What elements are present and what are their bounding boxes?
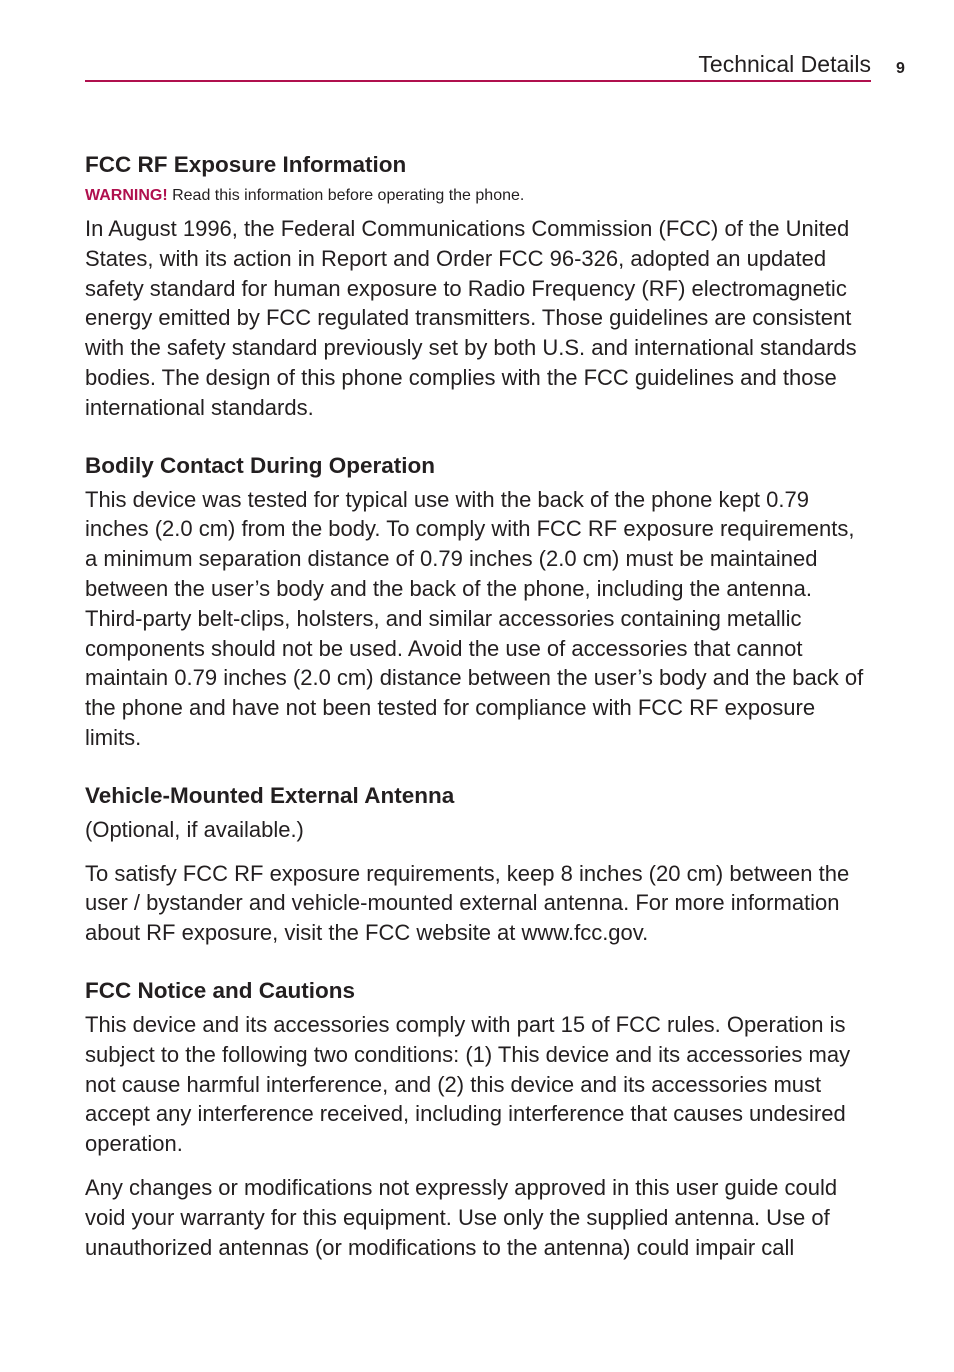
section-heading: Vehicle-Mounted External Antenna [85,782,455,808]
section-fcc-rf-exposure [85,150,871,423]
warning-text: Read this information before operating the phone. [167,187,525,204]
paragraph: This device and its accessories comply with part 15 of FCC rules. Operation is subject to the following two conditions: (1) This device and its accessories may not cause harmful interference, and (2) this device and its accessories must accept any interference received, including interference that causes undesired operation. [85,1011,851,1157]
paragraph: To satisfy FCC RF exposure requirements, keep 8 inches (20 cm) between the user / bystander and vehicle-mounted external antenna. For more information about RF exposure, visit the FCC website at www.fcc.gov. [85,860,850,946]
section-heading: FCC Notice and Cautions [85,977,356,1003]
paragraph: Any changes or modifications not expressly approved in this user guide could void your warranty for this equipment. Use only the supplied antenna. Use of unauthorized antennas (or modifications to the antenna) could impair call [85,1174,838,1260]
section-heading: FCC RF Exposure Information [85,152,407,177]
section-vehicle-antenna [85,781,871,948]
warning-line [85,186,871,206]
page-header [85,50,871,82]
paragraph: In August 1996, the Federal Communications Commission (FCC) of the United States, with its action in Report and Order FCC 96-326, adopted an updated safety standard for human exposure to Radio Frequency (RF) electromagnetic energy emitted by FCC regulated transmitters. Those guidelines are consistent with the safety standard previously set by both U.S. and international standards bodies. The design of this phone complies with the FCC guidelines and those international standards. [85,216,857,420]
header-title: Technical Details [698,51,871,77]
header-rule [85,80,871,82]
paragraph: (Optional, if available.) [85,816,304,842]
paragraph: This device was tested for typical use with the back of the phone kept 0.79 inches (2.0 cm) from the body. To comply with FCC RF exposure requirements, a minimum separation distance of 0.79 inches (2.0 cm) must be maintained between the user’s body and the back of the phone, including the antenna. Third-party belt-clips, holsters, and similar accessories containing metallic components should not be used. Avoid the use of accessories that cannot maintain 0.79 inches (2.0 cm) distance between the user’s body and the back of the phone and have not been tested for compliance with FCC RF exposure limits. [85,486,864,750]
section-heading: Bodily Contact During Operation [85,452,436,478]
section-bodily-contact [85,451,871,753]
section-fcc-notice [85,976,871,1262]
page-number: 9 [896,60,905,77]
warning-label: WARNING! [85,187,168,204]
page-content [85,150,871,1262]
